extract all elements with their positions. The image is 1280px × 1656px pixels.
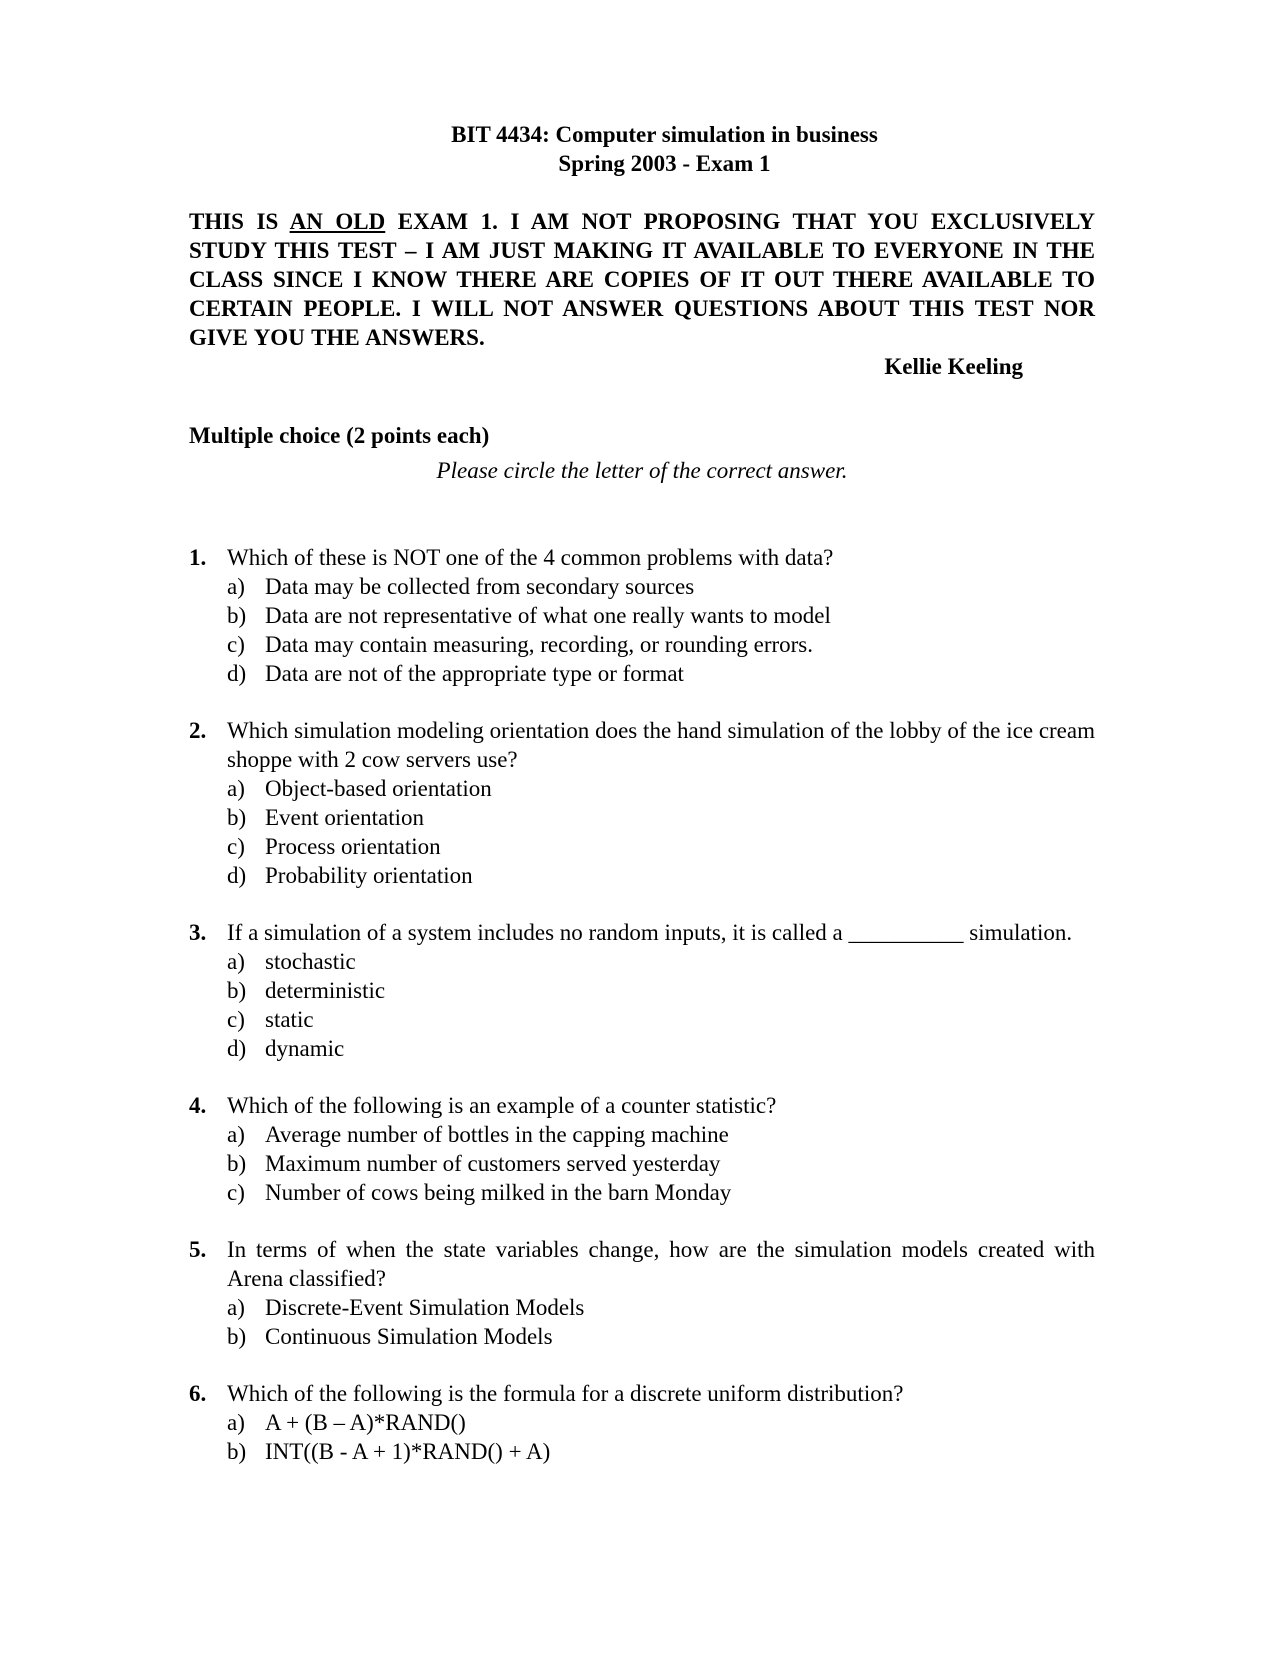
option-letter: b) [227, 978, 247, 1003]
answer-option [227, 774, 1095, 803]
option-text: Number of cows being milked in the barn Monday [265, 1180, 732, 1205]
exam-title: Spring 2003 - Exam 1 [558, 151, 771, 176]
option-text: Data may be collected from secondary sources [265, 574, 695, 599]
question-number: 5. [189, 1237, 207, 1262]
option-text: deterministic [265, 978, 386, 1003]
answer-option [227, 1408, 1095, 1437]
option-letter: d) [227, 1036, 247, 1061]
question-number: 4. [189, 1093, 207, 1118]
answer-options [227, 774, 1095, 890]
answer-option [227, 572, 1095, 601]
answer-option [227, 630, 1095, 659]
old-exam-notice [189, 207, 1095, 352]
question-item [189, 543, 1095, 688]
question-text: If a simulation of a system includes no random inputs, it is called a __________ simulation. [227, 920, 1073, 945]
answer-options [227, 572, 1095, 688]
option-text: Probability orientation [265, 863, 473, 888]
answer-option [227, 1005, 1095, 1034]
answer-options [227, 1408, 1095, 1466]
answer-option [227, 1120, 1095, 1149]
option-letter: b) [227, 805, 247, 830]
option-text: Discrete-Event Simulation Models [265, 1295, 585, 1320]
option-letter: a) [227, 1295, 245, 1320]
option-letter: b) [227, 603, 247, 628]
option-letter: a) [227, 949, 245, 974]
question-item [189, 1379, 1095, 1466]
answer-options [227, 947, 1095, 1063]
answer-option [227, 832, 1095, 861]
author-signature: Kellie Keeling [884, 354, 1023, 379]
question-item [189, 716, 1095, 890]
question-text: Which of the following is an example of a counter statistic? [227, 1093, 777, 1118]
option-letter: b) [227, 1439, 247, 1464]
answer-option [227, 1437, 1095, 1466]
question-item [189, 1235, 1095, 1351]
question-item [189, 918, 1095, 1063]
option-text: Object-based orientation [265, 776, 492, 801]
question-text: Which of these is NOT one of the 4 common problems with data? [227, 545, 834, 570]
question-number: 2. [189, 718, 207, 743]
option-letter: a) [227, 1122, 245, 1147]
option-text: Data are not representative of what one really wants to model [265, 603, 831, 628]
question-number: 3. [189, 920, 207, 945]
option-letter: d) [227, 661, 247, 686]
option-letter: d) [227, 863, 247, 888]
option-letter: c) [227, 834, 245, 859]
answer-option [227, 1034, 1095, 1063]
answer-option [227, 976, 1095, 1005]
question-number: 1. [189, 545, 207, 570]
exam-header [234, 120, 1095, 178]
answer-option [227, 659, 1095, 688]
option-letter: c) [227, 1007, 245, 1032]
option-text: A + (B – A)*RAND() [265, 1410, 466, 1435]
answer-option [227, 947, 1095, 976]
exam-page [189, 120, 1095, 1494]
option-text: Continuous Simulation Models [265, 1324, 553, 1349]
option-letter: c) [227, 1180, 245, 1205]
answer-option [227, 803, 1095, 832]
answer-option [227, 1293, 1095, 1322]
question-text: Which simulation modeling orientation does the hand simulation of the lobby of the ice cream shoppe with 2 cow servers use? [227, 718, 1095, 772]
course-title: BIT 4434: Computer simulation in business [451, 122, 878, 147]
question-text: Which of the following is the formula for a discrete uniform distribution? [227, 1381, 904, 1406]
answer-options [227, 1120, 1095, 1207]
option-text: Process orientation [265, 834, 441, 859]
option-letter: a) [227, 776, 245, 801]
notice-text-rest: EXAM 1. I AM NOT PROPOSING THAT YOU EXCLUSIVELY STUDY THIS TEST – I AM JUST MAKING IT AVAILABLE TO EVERYONE IN THE CLASS SINCE I KNOW THERE ARE COPIES OF IT OUT THERE AVAILABLE TO CERTAIN PEOPLE. I WILL NOT ANSWER QUESTIONS ABOUT THIS TEST NOR GIVE YOU THE ANSWERS. [189, 209, 1095, 350]
option-text: Data may contain measuring, recording, or rounding errors. [265, 632, 813, 657]
option-letter: b) [227, 1324, 247, 1349]
option-letter: a) [227, 574, 245, 599]
answer-option [227, 1149, 1095, 1178]
option-letter: a) [227, 1410, 245, 1435]
option-text: Data are not of the appropriate type or format [265, 661, 684, 686]
section-heading: Multiple choice (2 points each) [189, 423, 490, 448]
question-item [189, 1091, 1095, 1207]
option-text: stochastic [265, 949, 356, 974]
option-letter: b) [227, 1151, 247, 1176]
notice-underlined-text: AN OLD [289, 209, 386, 234]
option-letter: c) [227, 632, 245, 657]
answer-option [227, 1322, 1095, 1351]
option-text: Event orientation [265, 805, 425, 830]
option-text: INT((B - A + 1)*RAND() + A) [265, 1439, 551, 1464]
option-text: static [265, 1007, 314, 1032]
option-text: Maximum number of customers served yesterday [265, 1151, 721, 1176]
notice-text-start: THIS IS [189, 209, 290, 234]
question-list [189, 543, 1095, 1466]
question-text: In terms of when the state variables change, how are the simulation models created with Arena classified? [227, 1237, 1095, 1291]
section-instruction: Please circle the letter of the correct answer. [436, 458, 848, 483]
answer-option [227, 1178, 1095, 1207]
question-number: 6. [189, 1381, 207, 1406]
option-text: Average number of bottles in the capping machine [265, 1122, 729, 1147]
answer-options [227, 1293, 1095, 1351]
answer-option [227, 601, 1095, 630]
answer-option [227, 861, 1095, 890]
option-text: dynamic [265, 1036, 345, 1061]
